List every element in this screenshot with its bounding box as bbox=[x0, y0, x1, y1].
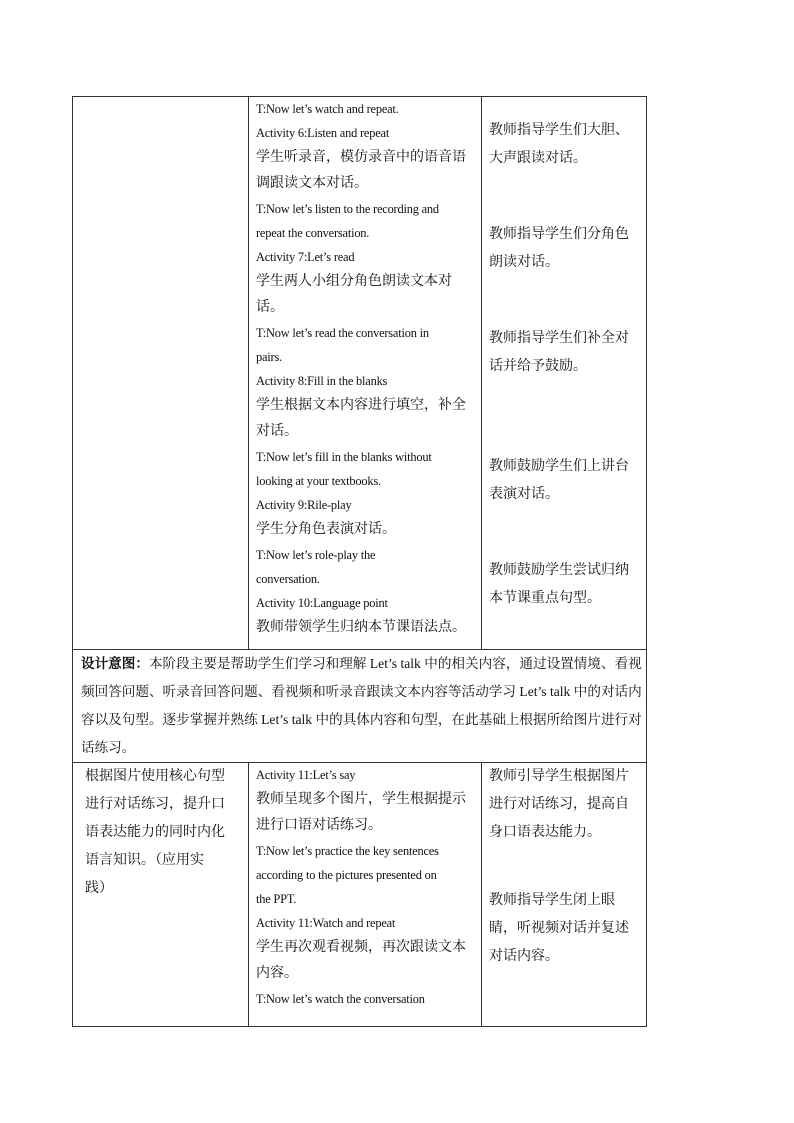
table-row bbox=[73, 97, 647, 650]
guidance-line: 本节课重点句型。 bbox=[489, 591, 601, 606]
guidance-line: 睛，听视频对话并复述 bbox=[489, 921, 629, 936]
chinese-line: 学生再次观看视频，再次跟读文本 bbox=[256, 940, 466, 955]
guidance-line: 对话内容。 bbox=[489, 949, 559, 964]
teacher-guidance-cell bbox=[482, 763, 647, 1027]
guidance-line: 教师鼓励学生尝试归纳 bbox=[489, 563, 629, 578]
objective-line: 语言知识。（应用实 bbox=[85, 853, 204, 868]
chinese-line: 内容。 bbox=[256, 966, 298, 981]
guidance-line: 教师指导学生们分角色 bbox=[489, 227, 629, 242]
english-line: Activity 7:Let’s read bbox=[256, 250, 355, 264]
activity-lines bbox=[256, 763, 477, 1011]
objective-line: 践） bbox=[85, 881, 113, 896]
guidance-line: 身口语表达能力。 bbox=[489, 825, 601, 840]
design-intent-text: 本阶段主要是帮助学生们学习和理解 Let’s talk 中的相关内容，通过设置情境、看视频回答问题、听录音回答问题、看视频和听录音跟读文本内容等活动学习 Let’s talk 中的对话内容以及句型。逐步掌握并熟练 Let’s talk 中的具体内容和句型，在此基础上根据所给图片进行对话练习。 bbox=[81, 656, 642, 755]
guidance-blocks bbox=[489, 117, 642, 613]
chinese-line: 学生分角色表演对话。 bbox=[256, 522, 396, 537]
english-line: conversation. bbox=[256, 572, 320, 586]
design-intent-cell bbox=[73, 650, 647, 763]
english-line: Activity 8:Fill in the blanks bbox=[256, 374, 388, 388]
objective-line: 根据图片使用核心句型 bbox=[85, 769, 225, 784]
guidance-line: 教师引导学生根据图片 bbox=[489, 769, 629, 784]
guidance-block bbox=[489, 453, 642, 509]
chinese-line: 学生听录音，模仿录音中的语音语 bbox=[256, 150, 466, 165]
table-row bbox=[73, 763, 647, 1027]
guidance-line: 教师指导学生们大胆、 bbox=[489, 123, 629, 138]
guidance-block bbox=[489, 221, 642, 277]
objective-lines bbox=[85, 763, 244, 903]
english-line: repeat the conversation. bbox=[256, 226, 370, 240]
english-line: the PPT. bbox=[256, 892, 297, 906]
guidance-line: 大声跟读对话。 bbox=[489, 151, 587, 166]
guidance-line: 话并给予鼓励。 bbox=[489, 359, 587, 374]
english-line: according to the pictures presented on bbox=[256, 868, 437, 882]
guidance-line: 进行对话练习，提高自 bbox=[489, 797, 629, 812]
english-line: Activity 9:Rile-play bbox=[256, 498, 352, 512]
guidance-line: 教师指导学生们补全对 bbox=[489, 331, 629, 346]
english-line: Activity 6:Listen and repeat bbox=[256, 126, 390, 140]
objective-line: 语表达能力的同时内化 bbox=[85, 825, 225, 840]
english-line: T:Now let’s listen to the recording and bbox=[256, 202, 439, 216]
guidance-block bbox=[489, 117, 642, 173]
chinese-line: 话。 bbox=[256, 300, 284, 315]
english-line: T:Now let’s practice the key sentences bbox=[256, 844, 439, 858]
english-line: Activity 10:Language point bbox=[256, 596, 388, 610]
guidance-block bbox=[489, 887, 642, 971]
english-line: T:Now let’s role-play the bbox=[256, 548, 376, 562]
chinese-line: 对话。 bbox=[256, 424, 298, 439]
guidance-blocks bbox=[489, 763, 642, 971]
english-line: Activity 11:Watch and repeat bbox=[256, 916, 396, 930]
activity-cell bbox=[249, 97, 482, 650]
chinese-line: 教师呈现多个图片，学生根据提示 bbox=[256, 792, 466, 807]
guidance-line: 朗读对话。 bbox=[489, 255, 559, 270]
objective-line: 进行对话练习，提升口 bbox=[85, 797, 225, 812]
guidance-block bbox=[489, 325, 642, 381]
english-line: Activity 11:Let’s say bbox=[256, 768, 356, 782]
english-line: T:Now let’s read the conversation in bbox=[256, 326, 429, 340]
empty-objective-cell bbox=[73, 97, 249, 650]
activity-lines bbox=[256, 97, 477, 641]
chinese-line: 调跟读文本对话。 bbox=[256, 176, 368, 191]
teacher-guidance-cell bbox=[482, 97, 647, 650]
objective-cell bbox=[73, 763, 249, 1027]
chinese-line: 进行口语对话练习。 bbox=[256, 818, 382, 833]
english-line: T:Now let’s fill in the blanks without bbox=[256, 450, 432, 464]
english-line: T:Now let’s watch and repeat. bbox=[256, 102, 399, 116]
guidance-line: 教师指导学生闭上眼 bbox=[489, 893, 615, 908]
activity-cell bbox=[249, 763, 482, 1027]
guidance-block bbox=[489, 557, 642, 613]
english-line: pairs. bbox=[256, 350, 282, 364]
chinese-line: 教师带领学生归纳本节课语法点。 bbox=[256, 620, 466, 635]
chinese-line: 学生两人小组分角色朗读文本对 bbox=[256, 274, 452, 289]
guidance-line: 表演对话。 bbox=[489, 487, 559, 502]
english-line: looking at your textbooks. bbox=[256, 474, 381, 488]
table-row bbox=[73, 650, 647, 763]
lesson-plan-table bbox=[72, 96, 646, 1027]
english-line: T:Now let’s watch the conversation bbox=[256, 992, 425, 1006]
design-intent-label: 设计意图： bbox=[81, 656, 149, 671]
chinese-line: 学生根据文本内容进行填空，补全 bbox=[256, 398, 466, 413]
guidance-block bbox=[489, 763, 642, 847]
guidance-line: 教师鼓励学生们上讲台 bbox=[489, 459, 629, 474]
